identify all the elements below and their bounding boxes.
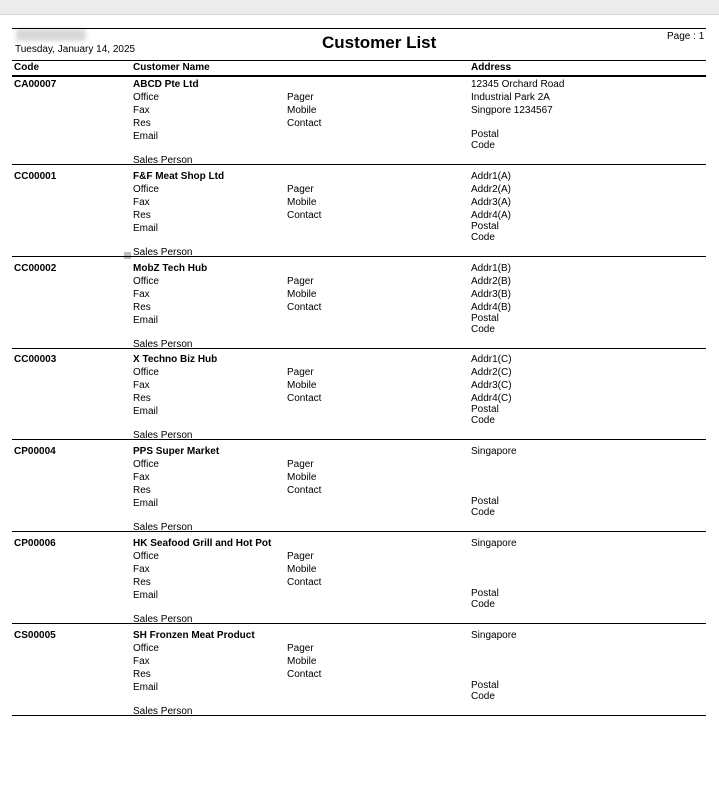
res-label: Res	[133, 302, 151, 313]
res-label: Res	[133, 669, 151, 680]
fax-label: Fax	[133, 289, 150, 300]
email-label: Email	[133, 406, 159, 417]
record-separator	[12, 623, 706, 624]
office-label: Office	[133, 92, 159, 103]
report-title: Customer List	[322, 33, 437, 52]
pager-label: Pager	[287, 643, 314, 654]
customer-name: F&F Meat Shop Ltd	[133, 171, 225, 182]
customer-code: CP00004	[14, 446, 56, 457]
fax-label: Fax	[133, 105, 150, 116]
address-line: Addr2(A)	[471, 184, 512, 195]
customer-record	[0, 630, 719, 722]
report-page	[0, 14, 719, 798]
record-separator	[12, 164, 706, 165]
postal-label: Postal	[471, 313, 499, 324]
customer-name: SH Fronzen Meat Product	[133, 630, 255, 641]
address-line: Addr2(B)	[471, 276, 512, 287]
record-separator	[12, 715, 706, 716]
customer-name: MobZ Tech Hub	[133, 263, 208, 274]
address-line: Addr3(B)	[471, 289, 512, 300]
address-line: 12345 Orchard Road	[471, 79, 565, 90]
record-separator	[12, 348, 706, 349]
customer-code: CC00003	[14, 354, 57, 365]
office-label: Office	[133, 643, 159, 654]
sales-person-label: Sales Person	[133, 614, 193, 625]
header-rule-top	[12, 60, 706, 61]
address-line: Addr1(A)	[471, 171, 512, 182]
sales-person-label: Sales Person	[133, 339, 193, 350]
top-rule	[12, 28, 706, 29]
address-line: Addr1(C)	[471, 354, 512, 365]
postal-label: Postal	[471, 129, 499, 140]
postal-code-label: Code	[471, 140, 495, 151]
customer-code: CS00005	[14, 630, 56, 641]
mobile-label: Mobile	[287, 289, 317, 300]
email-label: Email	[133, 682, 159, 693]
customer-code: CC00001	[14, 171, 57, 182]
record-separator	[12, 439, 706, 440]
customer-record	[0, 79, 719, 171]
contact-label: Contact	[287, 302, 322, 313]
address-line: Addr3(A)	[471, 197, 512, 208]
postal-code-label: Code	[471, 415, 495, 426]
res-label: Res	[133, 210, 151, 221]
customer-code: CP00006	[14, 538, 56, 549]
report-date: Tuesday, January 14, 2025	[15, 44, 136, 55]
address-line: Singapore	[471, 446, 517, 457]
sales-person-label: Sales Person	[133, 522, 193, 533]
address-line: Addr1(B)	[471, 263, 512, 274]
res-label: Res	[133, 393, 151, 404]
sales-person-label: Sales Person	[133, 706, 193, 717]
address-line: Singpore 1234567	[471, 105, 553, 116]
mobile-label: Mobile	[287, 564, 317, 575]
customer-record	[0, 538, 719, 630]
address-line: Industrial Park 2A	[471, 92, 550, 103]
email-label: Email	[133, 590, 159, 601]
address-line: Singapore	[471, 538, 517, 549]
contact-label: Contact	[287, 485, 322, 496]
email-label: Email	[133, 223, 159, 234]
address-line: Singapore	[471, 630, 517, 641]
res-label: Res	[133, 577, 151, 588]
column-header-code: Code	[14, 62, 39, 73]
res-label: Res	[133, 118, 151, 129]
mobile-label: Mobile	[287, 656, 317, 667]
res-label: Res	[133, 485, 151, 496]
customer-name: X Techno Biz Hub	[133, 354, 218, 365]
postal-label: Postal	[471, 404, 499, 415]
contact-label: Contact	[287, 669, 322, 680]
fax-label: Fax	[133, 564, 150, 575]
customer-name: HK Seafood Grill and Hot Pot	[133, 538, 272, 549]
office-label: Office	[133, 367, 159, 378]
email-label: Email	[133, 498, 159, 509]
mobile-label: Mobile	[287, 105, 317, 116]
column-header-customer-name: Customer Name	[133, 62, 210, 73]
address-line: Addr2(C)	[471, 367, 512, 378]
sales-person-label: Sales Person	[133, 430, 193, 441]
customer-record	[0, 171, 719, 263]
postal-label: Postal	[471, 221, 499, 232]
customer-record	[0, 446, 719, 538]
address-line: Addr4(B)	[471, 302, 512, 313]
office-label: Office	[133, 276, 159, 287]
pager-label: Pager	[287, 184, 314, 195]
pager-label: Pager	[287, 459, 314, 470]
customer-code: CA00007	[14, 79, 57, 90]
address-line: Addr4(A)	[471, 210, 512, 221]
pager-label: Pager	[287, 551, 314, 562]
mobile-label: Mobile	[287, 472, 317, 483]
postal-label: Postal	[471, 588, 499, 599]
page-number: Page : 1	[667, 31, 705, 42]
fax-label: Fax	[133, 472, 150, 483]
customer-record	[0, 263, 719, 355]
sales-person-label: Sales Person	[133, 247, 193, 258]
contact-label: Contact	[287, 118, 322, 129]
company-name-blurred	[16, 29, 86, 41]
postal-code-label: Code	[471, 507, 495, 518]
office-label: Office	[133, 551, 159, 562]
postal-code-label: Code	[471, 324, 495, 335]
mobile-label: Mobile	[287, 197, 317, 208]
record-separator	[12, 531, 706, 532]
office-label: Office	[133, 459, 159, 470]
postal-code-label: Code	[471, 599, 495, 610]
pager-label: Pager	[287, 367, 314, 378]
pager-label: Pager	[287, 276, 314, 287]
pager-label: Pager	[287, 92, 314, 103]
contact-label: Contact	[287, 210, 322, 221]
email-label: Email	[133, 131, 159, 142]
postal-code-label: Code	[471, 232, 495, 243]
postal-label: Postal	[471, 680, 499, 691]
customer-name: PPS Super Market	[133, 446, 220, 457]
sales-person-label: Sales Person	[133, 155, 193, 166]
record-separator	[12, 256, 706, 257]
postal-code-label: Code	[471, 691, 495, 702]
customer-code: CC00002	[14, 263, 57, 274]
fax-label: Fax	[133, 656, 150, 667]
contact-label: Contact	[287, 577, 322, 588]
address-line: Addr4(C)	[471, 393, 512, 404]
fax-label: Fax	[133, 197, 150, 208]
contact-label: Contact	[287, 393, 322, 404]
mobile-label: Mobile	[287, 380, 317, 391]
address-line: Addr3(C)	[471, 380, 512, 391]
office-label: Office	[133, 184, 159, 195]
fax-label: Fax	[133, 380, 150, 391]
email-label: Email	[133, 315, 159, 326]
postal-label: Postal	[471, 496, 499, 507]
column-header-address: Address	[471, 62, 512, 73]
viewer-toolbar-strip	[0, 0, 719, 15]
customer-name: ABCD Pte Ltd	[133, 79, 199, 90]
customer-record	[0, 354, 719, 446]
header-rule-bottom	[12, 75, 706, 77]
